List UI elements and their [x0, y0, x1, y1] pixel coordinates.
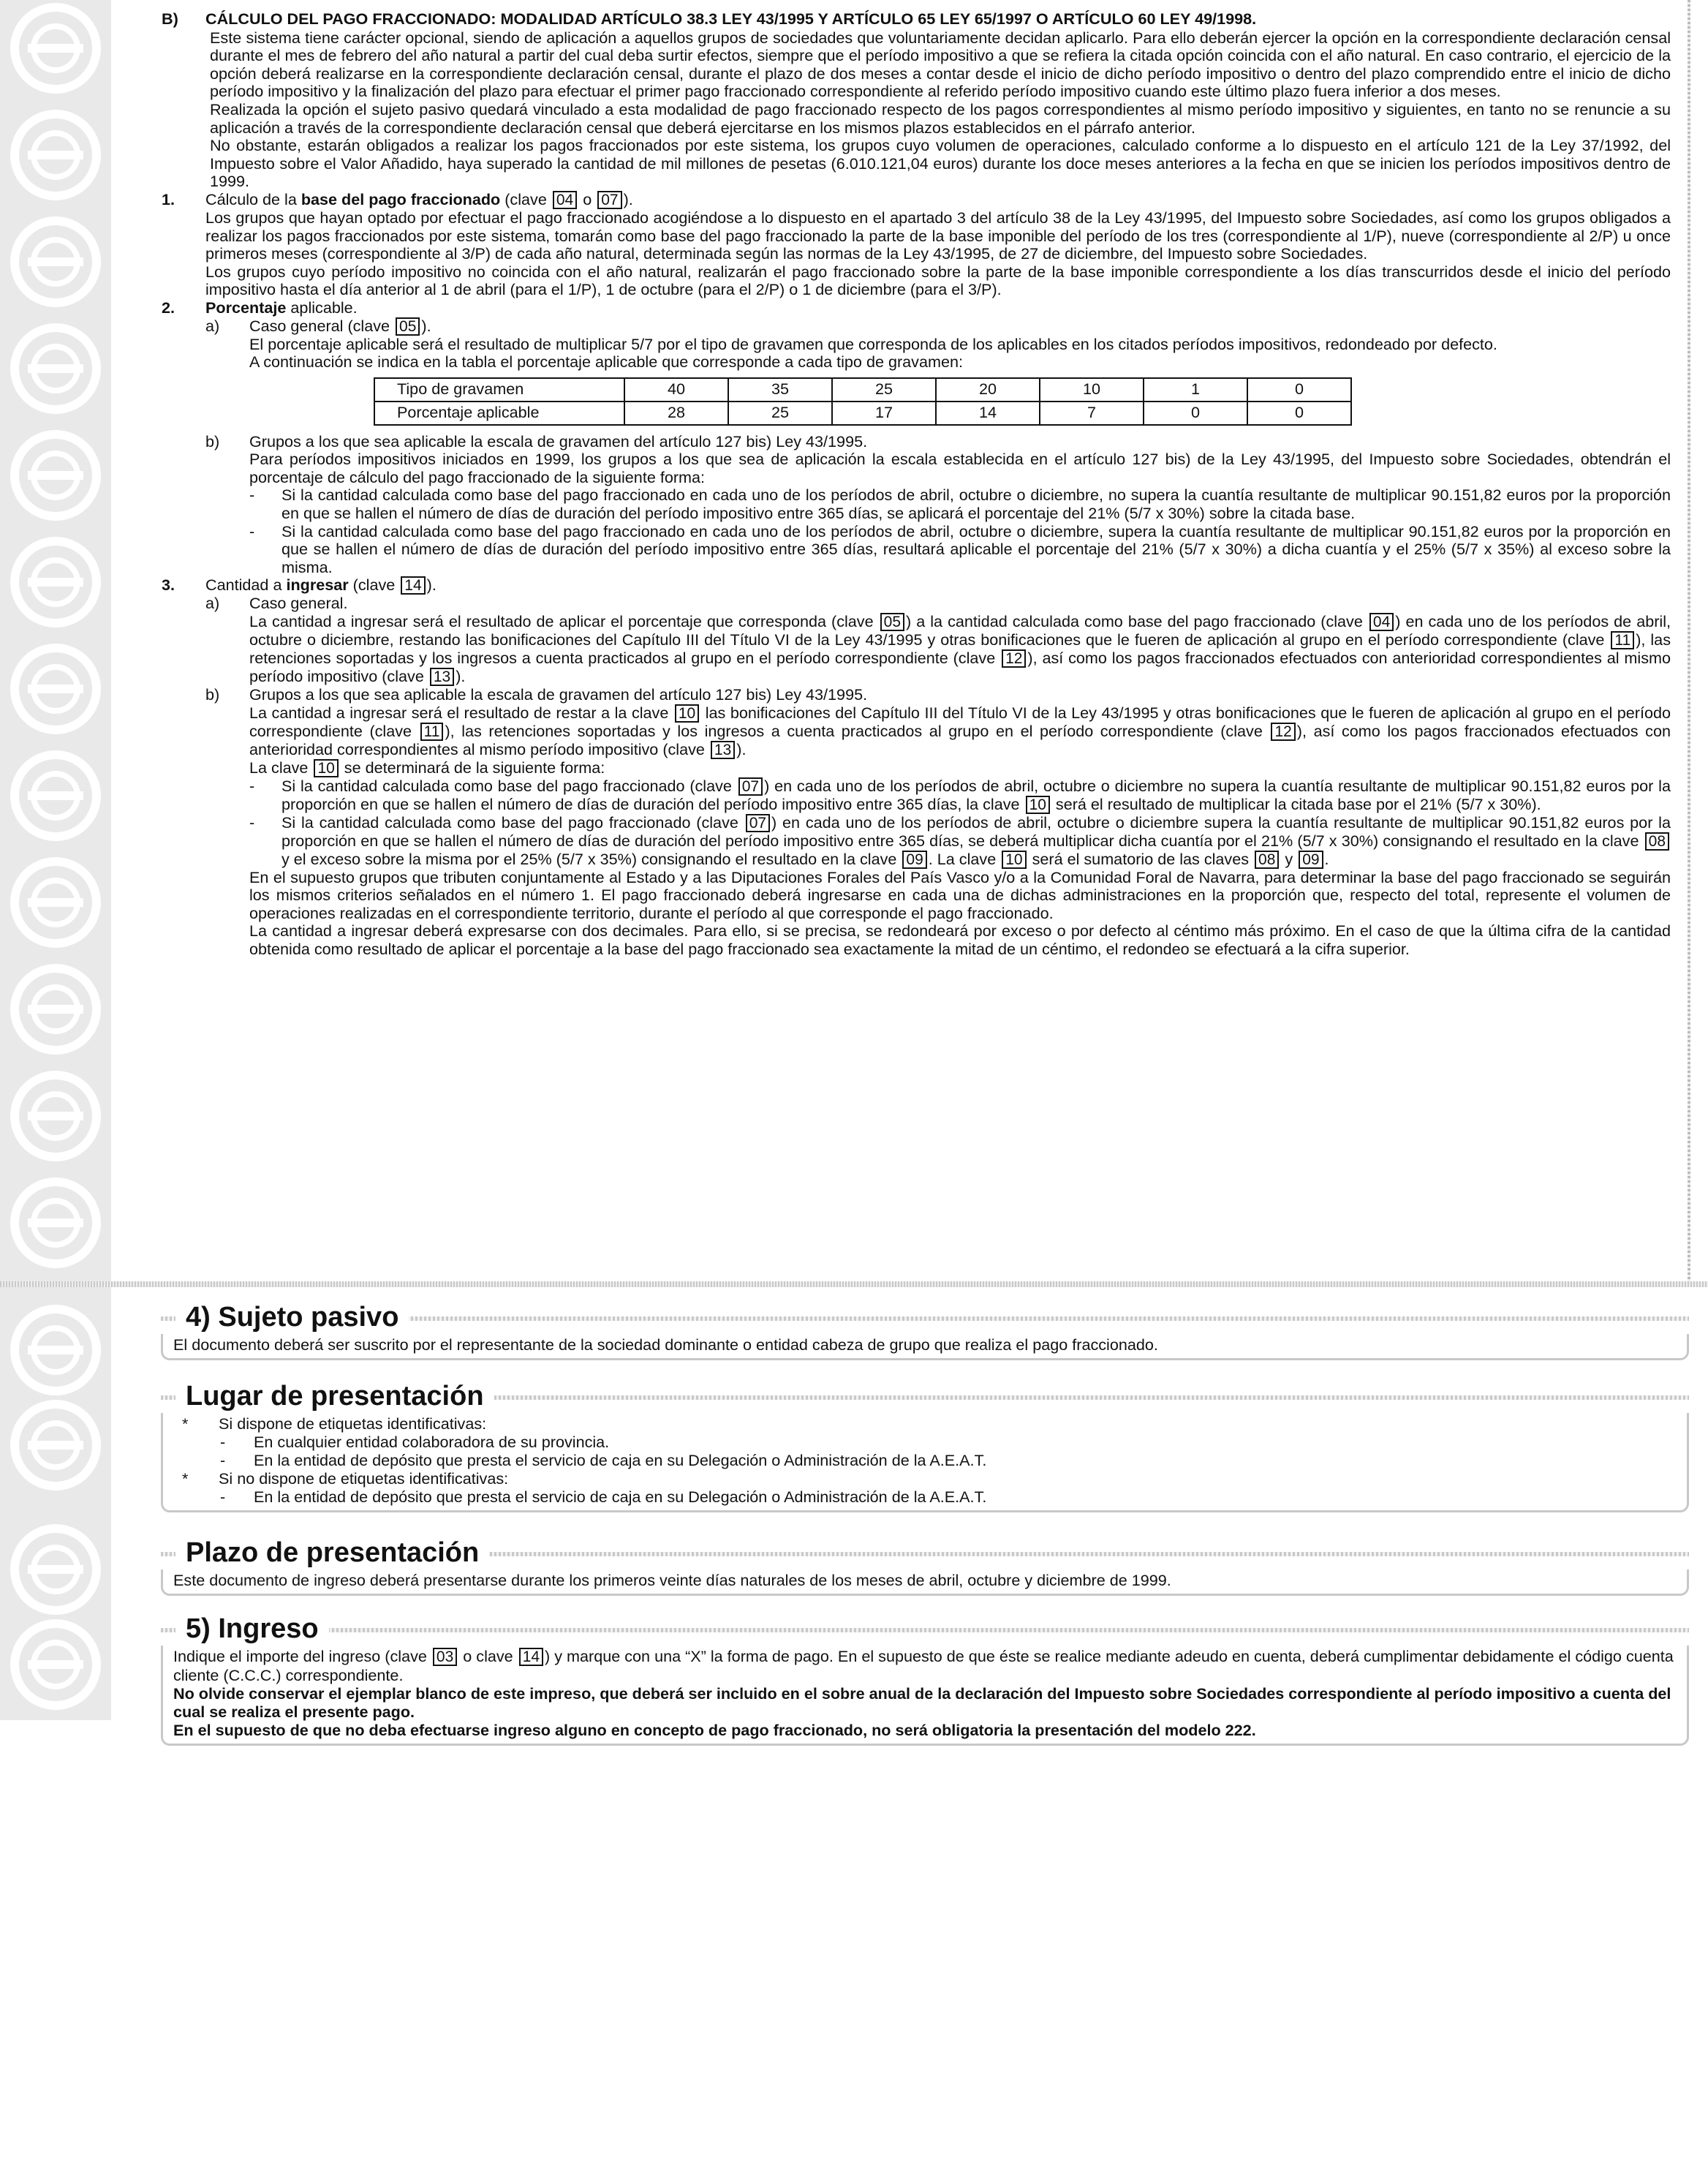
table-header-cell: Tipo de gravamen	[374, 378, 624, 402]
list-item: Si dispone de etiquetas identificativas:	[219, 1414, 487, 1433]
clave-box: 08	[1255, 851, 1279, 869]
clave-box: 03	[433, 1648, 457, 1666]
subsection-number: 2.	[162, 298, 175, 317]
paragraph: La clave 10 se determinará de la siguiente forma:	[249, 758, 605, 777]
clave-box: 11	[1611, 631, 1634, 649]
subsection-base	[150, 191, 1671, 299]
clave-box: 07	[597, 191, 621, 209]
paragraph: La cantidad a ingresar deberá expresarse con dos decimales. Para ello, si se precisa, se redondeará por exceso o por defecto al céntimo más próximo. En el caso de que la última cifra de la cantidad obtenida como resultado de aplicar el porcentaje a la base del pago fraccionado sea exactamente la mitad de un céntimo, el redondeo se efectuará a la cifra superior.	[249, 922, 1671, 958]
table-cell: 0	[1144, 402, 1247, 425]
clave-box: 09	[902, 851, 926, 869]
right-border-line	[1688, 0, 1690, 1281]
clave-box: 10	[1026, 796, 1050, 814]
subsection-number: 1.	[162, 189, 175, 208]
dash-item: Si la cantidad calculada como base del pago fraccionado (clave 07 ) en cada uno de los períodos de abril, octubre o diciembre supera la cuantía resultante de multiplicar 90.151,82 euros por la proporción en que se hallen el número de días de duración del período impositivo entre 365 días, se deberá multiplicar dicha cuantía por el 21% (5/7 x 30%) consignando el resultado en la clave 08 y el exceso sobre la misma por el 25% (5/7 x 35%) consignando el resultado en la clave 09 . La clave 10 será el sumatorio de las claves 08 y 09 .	[281, 813, 1671, 868]
plazo-presentacion-section	[161, 1536, 1689, 1596]
item-letter: b)	[205, 431, 220, 451]
clave-box: 11	[420, 723, 444, 741]
clave-box: 10	[1002, 851, 1026, 869]
table-cell: 14	[936, 402, 1040, 425]
subsection-heading: Cantidad a ingresar (clave 14 ).	[205, 576, 437, 595]
clave-box: 13	[430, 668, 454, 686]
bold-notice: No olvide conservar el ejemplar blanco de este impreso, que deberá ser incluido en el sobre anual de la declaración del Impuesto sobre Sociedades correspondiente al período impositivo a cuenta del cual se realiza el presente pago.	[173, 1684, 1671, 1721]
table-row	[374, 378, 1351, 402]
paragraph: El porcentaje aplicable será el resultado de multiplicar 5/7 por el tipo de gravamen que corresponda de los aplicables en los citados períodos impositivos, redondeado por defecto.	[249, 334, 1497, 353]
emblem-icon	[7, 854, 104, 951]
table-cell: 0	[1247, 378, 1351, 402]
paragraph: Los grupos cuyo período impositivo no coincida con el año natural, realizarán el pago fraccionado sobre la parte de la base imponible correspondiente a los días transcurridos desde el inicio del período impositivo hasta el día anterior al 1 de abril (para el 1/P), 1 de octubre (para el 2/P) o 1 de diciembre (para el 3/P).	[205, 262, 1671, 299]
list-item: En la entidad de depósito que presta el servicio de caja en su Delegación o Administración de la A.E.A.T.	[254, 1488, 987, 1506]
clave-box: 04	[553, 191, 577, 209]
intro-paragraph-2: Realizada la opción el sujeto pasivo quedará vinculado a esta modalidad de pago fraccionado respecto de los pagos correspondientes al mismo período impositivo y siguientes, en tanto no se renuncie a su aplicación a través de la correspondiente declaración censal que deberá ejercitarse en los mismos plazos establecidos en el párrafo anterior.	[210, 99, 1671, 137]
table-cell: 20	[936, 378, 1040, 402]
emblem-icon	[7, 0, 104, 97]
item-heading: Caso general (clave 05 ).	[249, 316, 431, 335]
section-heading: Plazo de presentación	[175, 1536, 489, 1569]
sujeto-pasivo-section	[161, 1300, 1689, 1360]
subsection-ingresar	[150, 576, 1671, 595]
paragraph: La cantidad a ingresar será el resultado de restar a la clave 10 las bonificaciones del Capítulo III del Título VI de la Ley 43/1995 y otras bonificaciones que le fueren de aplicación al grupo en el período correspondiente (clave 11 ), las retenciones soportadas y los ingresos a cuenta practicados al grupo en el período correspondiente (clave 12 ), así como los pagos fraccionados efectuados con anterioridad correspondientes al mismo período impositivo (clave 13 ).	[249, 703, 1671, 758]
emblem-icon	[7, 1397, 104, 1493]
dash-item: Si la cantidad calculada como base del pago fraccionado en cada uno de los períodos de abril, octubre o diciembre, supera la cuantía resultante de multiplicar 90.151,82 euros por la proporción en que se hallen el número de días de duración del período impositivo entre 365 días, resultará aplicable el porcentaje del 21% (5/7 x 30%) a dicha cuantía y el 25% (5/7 x 35%) al exceso sobre la misma.	[281, 521, 1671, 576]
intro-paragraph-1: Este sistema tiene carácter opcional, siendo de aplicación a aquellos grupos de sociedades que voluntariamente decidan aplicarlo. Para ello deberán ejercer la opción en la correspondiente declaración censal durante el mes de febrero del año natural a partir del cual deba surtir efectos, siempre que el período impositivo a que se refiera la citada opción coincida con el año natural. En caso contrario, el ejercicio de la opción deberá realizarse en la correspondiente declaración censal, durante el plazo de dos meses a contar desde el inicio de dicho período impositivo o dentro del plazo comprendido entre el inicio de dicho período impositivo y la finalización del plazo para efectuar el primer pago fraccionado correspondiente al referido período impositivo cuando este último plazo fuera inferior a dos meses.	[210, 28, 1671, 101]
clave-box: 07	[738, 777, 763, 796]
clave-box: 12	[1271, 723, 1295, 741]
paragraph: Para períodos impositivos iniciados en 1999, los grupos a los que sea de aplicación la escala establecida en el artículo 127 bis) de la Ley 43/1995, del Impuesto sobre Sociedades, obtendrán el porcentaje de cálculo del pago fraccionado de la siguiente forma:	[249, 450, 1671, 486]
clave-box: 08	[1645, 832, 1669, 851]
section-title: CÁLCULO DEL PAGO FRACCIONADO: MODALIDAD ARTÍCULO 38.3 LEY 43/1995 Y ARTÍCULO 65 LEY 65/1997 O ARTÍCULO 60 LEY 49/1998.	[205, 10, 1257, 28]
paragraph: A continuación se indica en la tabla el porcentaje aplicable que corresponde a cada tipo de gravamen:	[249, 353, 963, 372]
list-item: En la entidad de depósito que presta el servicio de caja en su Delegación o Administración de la A.E.A.T.	[254, 1451, 987, 1469]
emblem-icon	[7, 1616, 104, 1713]
table-cell: 25	[832, 378, 936, 402]
table-cell: 25	[728, 402, 832, 425]
paragraph: Indique el importe del ingreso (clave 03 o clave 14 ) y marque con una “X” la forma de pago. En el supuesto de que éste se realice mediante adeudo en cuenta, deberá cumplimentar debidamente el código cuenta cliente (C.C.C.) correspondiente.	[173, 1647, 1674, 1684]
dash-item: Si la cantidad calculada como base del pago fraccionado (clave 07 ) en cada uno de los períodos de abril, octubre o diciembre no supera la cuantía resultante de multiplicar 90.151,82 euros por la proporción en que se hallen el número de días de duración del período impositivo entre 365 días, la clave 10 será el resultado de multiplicar la citada base por el 21% (5/7 x 30%).	[281, 776, 1671, 813]
section-heading: Lugar de presentación	[175, 1379, 494, 1413]
clave-box: 14	[401, 576, 425, 595]
emblem-icon	[7, 1521, 104, 1618]
subsection-number: 3.	[162, 576, 175, 595]
ingreso-section	[161, 1612, 1689, 1746]
percentage-table	[374, 377, 1352, 426]
emblem-icon	[7, 107, 104, 203]
paragraph: Los grupos que hayan optado por efectuar el pago fraccionado acogiéndose a lo dispuesto en el apartado 3 del artículo 38 de la Ley 43/1995, del Impuesto sobre Sociedades, así como los grupos obligados a realizar los pagos fraccionados por este sistema, tomarán como base del pago fraccionado la parte de la base imponible del período de los tres (correspondiente al 1/P), nueve (correspondiente al 2/P) u once primeros meses (correspondiente al 3/P) de cada año natural, determinada según las normas de la Ley 43/1995, de 27 de diciembre, del Impuesto sobre Sociedades.	[205, 208, 1671, 263]
bold-notice: En el supuesto de que no deba efectuarse ingreso alguno en concepto de pago fraccionado, no será obligatoria la presentación del modelo 222.	[173, 1721, 1256, 1739]
emblem-icon	[7, 427, 104, 524]
emblem-icon	[7, 214, 104, 310]
section-heading: 5) Ingreso	[175, 1612, 329, 1646]
clave-box: 14	[519, 1648, 543, 1666]
calculation-section: B) CÁLCULO DEL PAGO FRACCIONADO: MODALIDAD ARTÍCULO 38.3 LEY 43/1995 Y ARTÍCULO 65 LEY 65/1997 O ARTÍCULO 60 LEY 49/1998. Este sistema tiene carácter opcional, siendo de aplicación a aquellos grupos de sociedades que voluntariamente decidan aplicarlo. Para ello deberán ejercer la opción en la correspondiente declaración censal durante el mes de febrero del año natural a partir del cual deba surtir efectos, siempre que el período impositivo a que se refiera la citada opción coincida con el año natural. En caso contrario, el ejercicio de la opción deberá realizarse en la correspondiente declaración censal, durante el plazo de dos meses a contar desde el inicio de dicho período impositivo o dentro del plazo comprendido entre el inicio de dicho período impositivo y la finalización del plazo para efectuar el primer pago fraccionado correspondiente al referido período impositivo cuando este último plazo fuera inferior a dos meses. Realizada la opción el sujeto pasivo quedará vinculado a esta modalidad de pago fraccionado respecto de los pagos correspondientes al mismo período impositivo y siguientes, en tanto no se renuncie a su aplicación a través de la correspondiente declaración censal que deberá ejercitarse en los mismos plazos establecidos en el párrafo anterior. No obstante, estarán obligados a realizar los pagos fraccionados por este sistema, los grupos cuyo volumen de operaciones, calculado conforme a lo dispuesto en el artículo 121 de la Ley 37/1992, del Impuesto sobre el Valor Añadido, haya superado la cantidad de mil millones de pesetas (6.010.121,04 euros) durante los doce meses anteriores a la fecha en que se inicien los períodos impositivos dentro de 1999. 1. Cálculo de la base del pago fraccionado (clave 04 o 07 ). Los grupos que hayan optado por efectuar el pago fraccionado acogiéndose a lo dispuesto en el apartado 3 del artículo 38 de la Ley 43/1995, del Impuesto sobre Sociedades, así como los grupos obligados a realizar los pagos fraccionados por este sistema, tomarán como base del pago fraccionado la parte de la base imponible del período de los tres (correspondiente al 1/P), nueve (correspondiente al 2/P) u once primeros meses (correspondiente al 3/P) de cada año natural, determinada según las normas de la Ley 43/1995, de 27 de diciembre, del Impuesto sobre Sociedades. Los grupos cuyo período impositivo no coincida con el año natural, realizarán el pago fraccionado sobre la parte de la base imponible correspondiente a los días transcurridos desde el inicio del período impositivo hasta el día anterior al 1 de abril (para el 1/P), 1 de octubre (para el 2/P) o 1 de diciembre (para el 3/P). 2. Porcentaje aplicable. a) Caso general (clave 05 ). El porcentaje aplicable será el resultado de multiplicar 5/7 por el tipo de gravamen que corresponda de los aplicables en los citados períodos impositivos, redondeado por defecto. A continuación se indica en la tabla el porcentaje aplicable que corresponde a cada tipo de gravamen: Tipo de gravamen 40 35 25 20 10 1 0 Porcentaje aplicable 28 25 17 14 7 0 0 b) Grupos a los que sea aplicable la escala de gravamen del artículo 127 bis) Ley 43/1995. Para períodos impositivos iniciados en 1999, los grupos a los que sea de aplicación la escala establecida en el artículo 127 bis) de la Ley 43/1995, del Impuesto sobre Sociedades, obtendrán el porcentaje de cálculo del pago fraccionado de la siguiente forma: - Si la cantidad calculada como base del pago fraccionado en cada uno de los períodos de abril, octubre o diciembre, no supera la cuantía resultante de multiplicar 90.151,82 euros por la proporción en que se hallen el número de días de duración del período impositivo entre 365 días, se aplicará el porcentaje del 21% (5/7 x 30%) sobre la citada base. - Si la cantidad calculada como base del pago fraccionado en cada uno de los períodos de abril, octubre o diciembre, supera la cuantía resultante de multiplicar 90.151,82 euros por la proporción en que se hallen el número de días de duración del período impositivo entre 365 días, resultará aplicable el porcentaje del 21% (5/7 x 30%) a dicha cuantía y el 25% (5/7 x 35%) al exceso sobre la misma. 3. Cantidad a ingresar (clave 14 ). a) Caso general. La cantidad a ingresar será el resultado de aplicar el porcentaje que corresponda (clave 05 ) a la cantidad calculada como base del pago fraccionado (clave 04 ) en cada uno de los períodos de abril, octubre o diciembre, restando las bonificaciones del Capítulo III del Título VI de la Ley 43/1995 y otras bonificaciones que le fueren de aplicación al grupo en el período correspondiente (clave 11 ), las retenciones soportadas y los ingresos a cuenta practicados al grupo en el período correspondiente (clave 12 ), así como los pagos fraccionados efectuados con anterioridad correspondientes al mismo período impositivo (clave 13 ). b) Grupos a los que sea aplicable la escala de gravamen del artículo 127 bis) Ley 43/1995. La cantidad a ingresar será el resultado de restar a la clave 10 las bonificaciones del Capítulo III del Título VI de la Ley 43/1995 y otras bonificaciones que le fueren de aplicación al grupo en el período correspondiente (clave 11 ), las retenciones soportadas y los ingresos a cuenta practicados al grupo en el período correspondiente (clave 12 ), así como los pagos fraccionados efectuados con anterioridad correspondientes al mismo período impositivo (clave 13 ). La clave 10 se determinará de la siguiente forma: - Si la cantidad calculada como base del pago fraccionado (clave 07 ) en cada uno de los períodos de abril, octubre o diciembre no supera la cuantía resultante de multiplicar 90.151,82 euros por la proporción en que se hallen el número de días de duración del período impositivo entre 365 días, la clave 10 será el resultado de multiplicar la citada base por el 21% (5/7 x 30%). - Si la cantidad calculada como base del pago fraccionado (clave 07 ) en cada uno de los períodos de abril, octubre o diciembre supera la cuantía resultante de multiplicar 90.151,82 euros por la proporción en que se hallen el número de días de duración del período impositivo entre 365 días, se deberá multiplicar dicha cuantía por el 21% (5/7 x 30%) consignando el resultado en la clave 08 y el exceso sobre la misma por el 25% (5/7 x 35%) consignando el resultado en la clave 09 . La clave 10 será el sumatorio de las claves 08 y 09 . En el supuesto grupos que tributen conjuntamente al Estado y a las Diputaciones Forales del País Vasco y/o a la Comunidad Foral de Navarra, para determinar la base del pago fraccionado se seguirán los mismos criterios señalados en el número 1. El pago fraccionado deberá ingresarse en cada una de dichas administraciones en la proporción que, respecto del total, represente el volumen de operaciones realizadas en el correspondiente territorio, durante el período al que corresponde el pago fraccionado. La cantidad a ingresar deberá expresarse con dos decimales. Para ello, si se precisa, se redondeará por exceso o por defecto al céntimo más próximo. En el caso de que la última cifra de la cantidad obtenida como resultado de aplicar el porcentaje a la base del pago fraccionado sea exactamente la mitad de un céntimo, el redondeo se efectuará a la cifra superior.	[150, 10, 1671, 959]
table-cell: 10	[1040, 378, 1144, 402]
table-row	[374, 402, 1351, 425]
clave-box: 05	[880, 613, 904, 631]
emblem-icon	[7, 961, 104, 1058]
clave-box: 10	[675, 704, 699, 723]
subsection-heading: Porcentaje aplicable.	[205, 298, 358, 317]
table-cell: 0	[1247, 402, 1351, 425]
clave-box: 07	[746, 814, 770, 832]
subsection-heading: Cálculo de la base del pago fraccionado (clave 04 o 07 ).	[205, 189, 633, 208]
emblem-icon	[7, 641, 104, 737]
table-cell: 40	[624, 378, 728, 402]
item-heading: Grupos a los que sea aplicable la escala de gravamen del artículo 127 bis) Ley 43/1995.	[249, 431, 868, 451]
paragraph: En el supuesto grupos que tributen conjuntamente al Estado y a las Diputaciones Forales del País Vasco y/o a la Comunidad Foral de Navarra, para determinar la base del pago fraccionado se seguirán los mismos criterios señalados en el número 1. El pago fraccionado deberá ingresarse en cada una de dichas administraciones en la proporción que, respecto del total, represente el volumen de operaciones realizadas en el correspondiente territorio, durante el período al que corresponde el pago fraccionado.	[249, 867, 1671, 922]
intro-paragraph-3: No obstante, estarán obligados a realizar los pagos fraccionados por este sistema, los grupos cuyo volumen de operaciones, calculado conforme a lo dispuesto en el artículo 121 de la Ley 37/1992, del Impuesto sobre el Valor Añadido, haya superado la cantidad de mil millones de pesetas (6.010.121,04 euros) durante los doce meses anteriores a la fecha en que se inicien los períodos impositivos dentro de 1999.	[210, 136, 1671, 191]
clave-box: 09	[1299, 851, 1323, 869]
item-heading: Grupos a los que sea aplicable la escala de gravamen del artículo 127 bis) Ley 43/1995.	[249, 685, 868, 704]
table-cell: 28	[624, 402, 728, 425]
clave-box: 10	[314, 759, 338, 777]
dash-item: Si la cantidad calculada como base del pago fraccionado en cada uno de los períodos de abril, octubre o diciembre, no supera la cuantía resultante de multiplicar 90.151,82 euros por la proporción en que se hallen el número de días de duración del período impositivo entre 365 días, se aplicará el porcentaje del 21% (5/7 x 30%) sobre la citada base.	[281, 486, 1671, 523]
item-letter: a)	[205, 594, 220, 613]
side-emblem-strip	[0, 0, 111, 1720]
section-divider	[0, 1281, 1708, 1287]
table-cell: 17	[832, 402, 936, 425]
clave-box: 12	[1002, 649, 1026, 668]
table-cell: 7	[1040, 402, 1144, 425]
table-cell: 1	[1144, 378, 1247, 402]
section-letter: B)	[162, 10, 178, 28]
lugar-presentacion-section: Lugar de presentación * Si dispone de etiquetas identificativas: - En cualquier entidad colaboradora de su provincia. - En la entidad de depósito que presta el servicio de caja en su Delegación o Administración de la A.E.A.T. * Si no dispone de etiquetas identificativas: - En la entidad de depósito que presta el servicio de caja en su Delegación o Administración de la A.E.A.T.	[161, 1379, 1689, 1512]
emblem-icon	[7, 320, 104, 417]
paragraph: La cantidad a ingresar será el resultado de aplicar el porcentaje que corresponda (clave 05 ) a la cantidad calculada como base del pago fraccionado (clave 04 ) en cada uno de los períodos de abril, octubre o diciembre, restando las bonificaciones del Capítulo III del Título VI de la Ley 43/1995 y otras bonificaciones que le fueren de aplicación al grupo en el período correspondiente (clave 11 ), las retenciones soportadas y los ingresos a cuenta practicados al grupo en el período correspondiente (clave 12 ), así como los pagos fraccionados efectuados con anterioridad correspondientes al mismo período impositivo (clave 13 ).	[249, 612, 1671, 686]
emblem-icon	[7, 1175, 104, 1271]
clave-box: 13	[711, 741, 735, 759]
item-letter: b)	[205, 685, 220, 704]
clave-box: 05	[396, 317, 420, 336]
emblem-icon	[7, 1068, 104, 1164]
list-item: Si no dispone de etiquetas identificativas:	[219, 1469, 509, 1488]
clave-box: 04	[1369, 613, 1394, 631]
table-header-cell: Porcentaje aplicable	[374, 402, 624, 425]
item-letter: a)	[205, 316, 220, 335]
subsection-porcentaje	[150, 299, 1671, 317]
section-heading: 4) Sujeto pasivo	[175, 1300, 409, 1334]
emblem-icon	[7, 747, 104, 844]
emblem-icon	[7, 534, 104, 630]
emblem-icon	[7, 1302, 104, 1398]
paragraph: El documento deberá ser suscrito por el representante de la sociedad dominante o entidad cabeza de grupo que realiza el pago fraccionado.	[173, 1335, 1158, 1354]
item-heading: Caso general.	[249, 594, 348, 613]
paragraph: Este documento de ingreso deberá presentarse durante los primeros veinte días naturales de los meses de abril, octubre y diciembre de 1999.	[173, 1571, 1171, 1589]
list-item: En cualquier entidad colaboradora de su provincia.	[254, 1433, 610, 1451]
table-cell: 35	[728, 378, 832, 402]
